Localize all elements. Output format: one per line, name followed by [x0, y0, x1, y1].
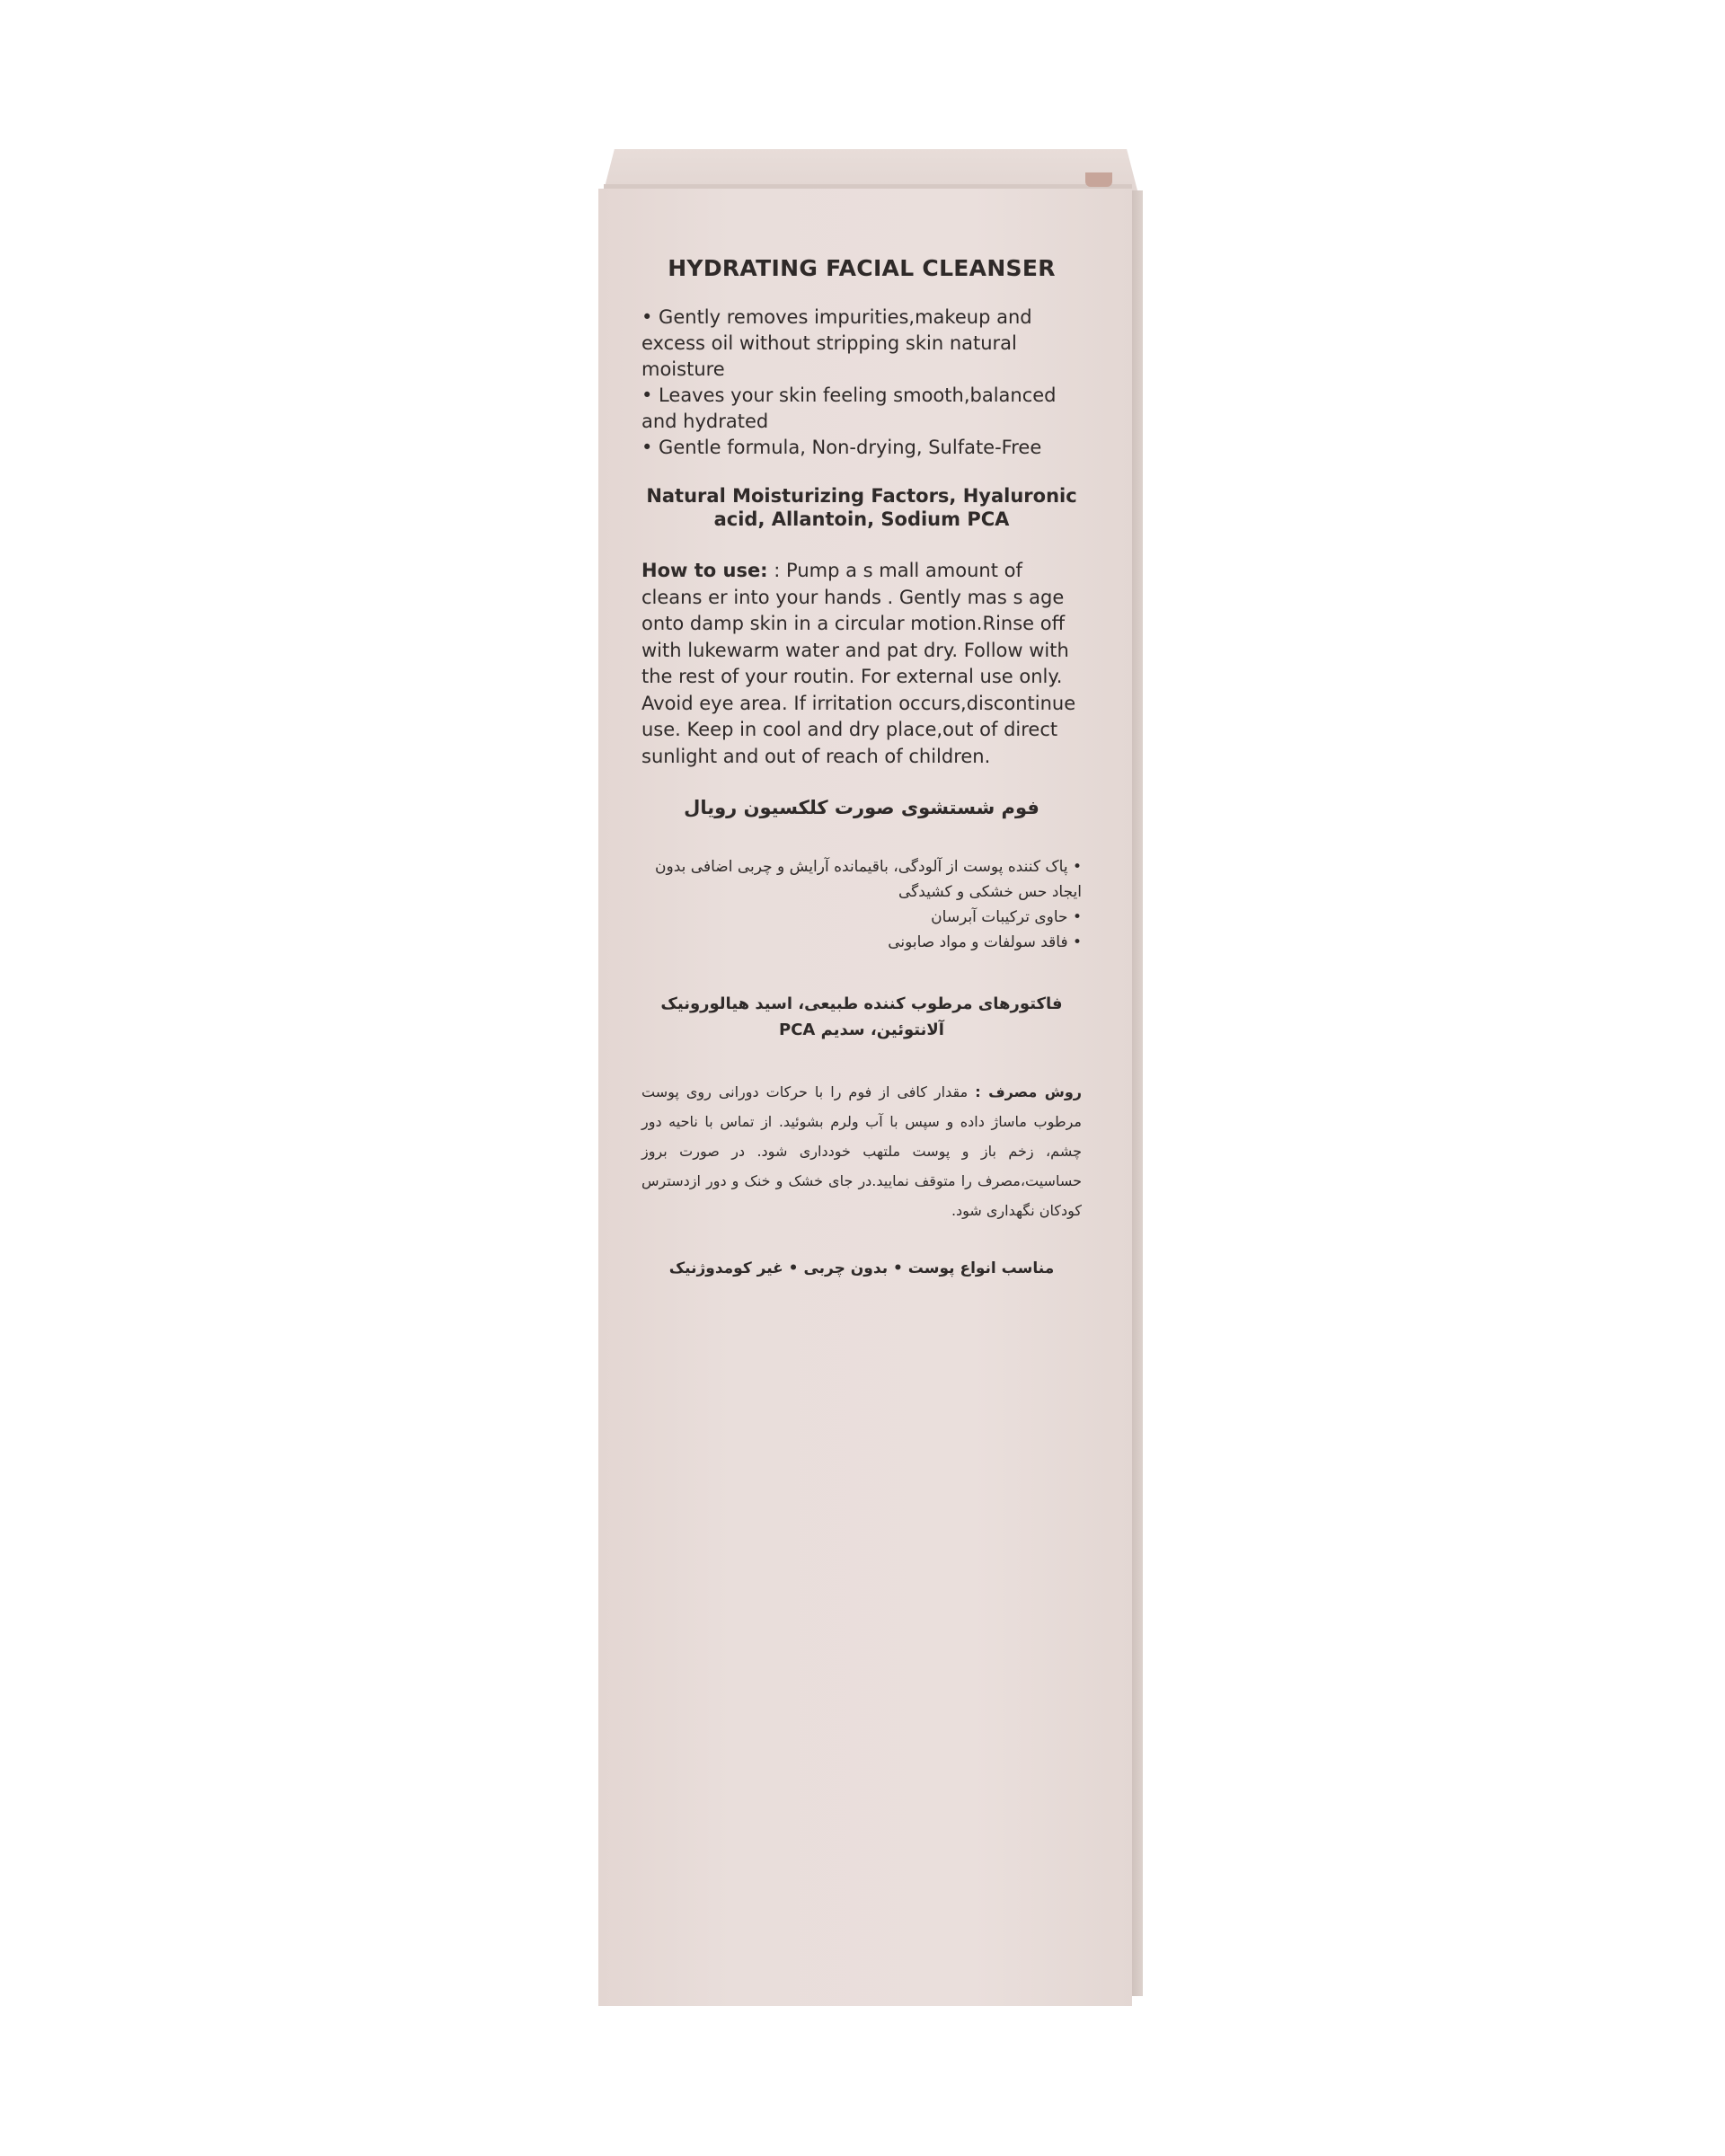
- persian-ingredients: [641, 991, 1082, 1043]
- persian-usage-text: مقدار کافی از فوم را با حرکات دورانی روی پوست مرطوب ماساژ داده و سپس با آب ولرم بشوئید. از تماس با ناحیه دور چشم، زخم باز و پوست ملتهب خودداری شود. در صورت بروز حساسیت،مصرف را متوقف نمایید.در جای خشک و خنک و دور ازدسترس کودکان نگهداری شود.: [641, 1083, 1082, 1219]
- persian-ingredients-line: آلانتوئین، سدیم PCA: [779, 1021, 944, 1039]
- persian-benefit-item: • فاقد سولفات و مواد صابونی: [888, 933, 1082, 951]
- persian-benefit-item: • حاوی ترکیبات آبرسان: [931, 908, 1082, 926]
- persian-usage-label: روش مصرف :: [975, 1083, 1083, 1100]
- how-to-use-text: : Pump a s mall amount of cleans er into your hands . Gently mas s age onto damp skin in a circular motion.Rinse off with lukewarm water and pat dry. Follow with the rest of your routin. For external use only. Avoid eye area. If irritation occurs,discontinue use. Keep in cool and dry place,out of direct sunlight and out of reach of children.: [641, 560, 1076, 767]
- ingredients: Natural Moisturizing Factors, Hyaluronic acid, Allantoin, Sodium PCA: [646, 485, 1077, 530]
- benefit-item: • Gently removes impurities,makeup and excess oil without stripping skin natural moisture: [641, 306, 1032, 380]
- product-title: HYDRATING FACIAL CLEANSER: [668, 255, 1056, 281]
- persian-ingredients-line: فاکتورهای مرطوب کننده طبیعی، اسید هیالورونیک: [660, 994, 1063, 1013]
- how-to-use-label: How to use:: [641, 560, 768, 581]
- benefit-item: • Gentle formula, Non-drying, Sulfate-Free: [641, 437, 1042, 458]
- benefit-item: • Leaves your skin feeling smooth,balanced and hydrated: [641, 384, 1057, 432]
- benefit-list: [641, 305, 1082, 461]
- persian-benefit-item: • پاک کننده پوست از آلودگی، باقیمانده آرایش و چربی اضافی بدون ایجاد حس خشکی و کشیدگی: [655, 858, 1082, 901]
- persian-title: فوم شستشوی صورت کلکسیون رویال: [684, 797, 1039, 818]
- how-to-use: [641, 558, 1082, 770]
- persian-footer: مناسب انواع پوست • بدون چربی • غیر کومدوژنیک: [668, 1259, 1055, 1277]
- persian-usage: [641, 1077, 1082, 1225]
- box-top-notch: [1085, 172, 1112, 187]
- box-side-panel: [1132, 190, 1143, 1996]
- persian-benefit-list: [641, 854, 1082, 955]
- box-printed-text: [641, 257, 1082, 1277]
